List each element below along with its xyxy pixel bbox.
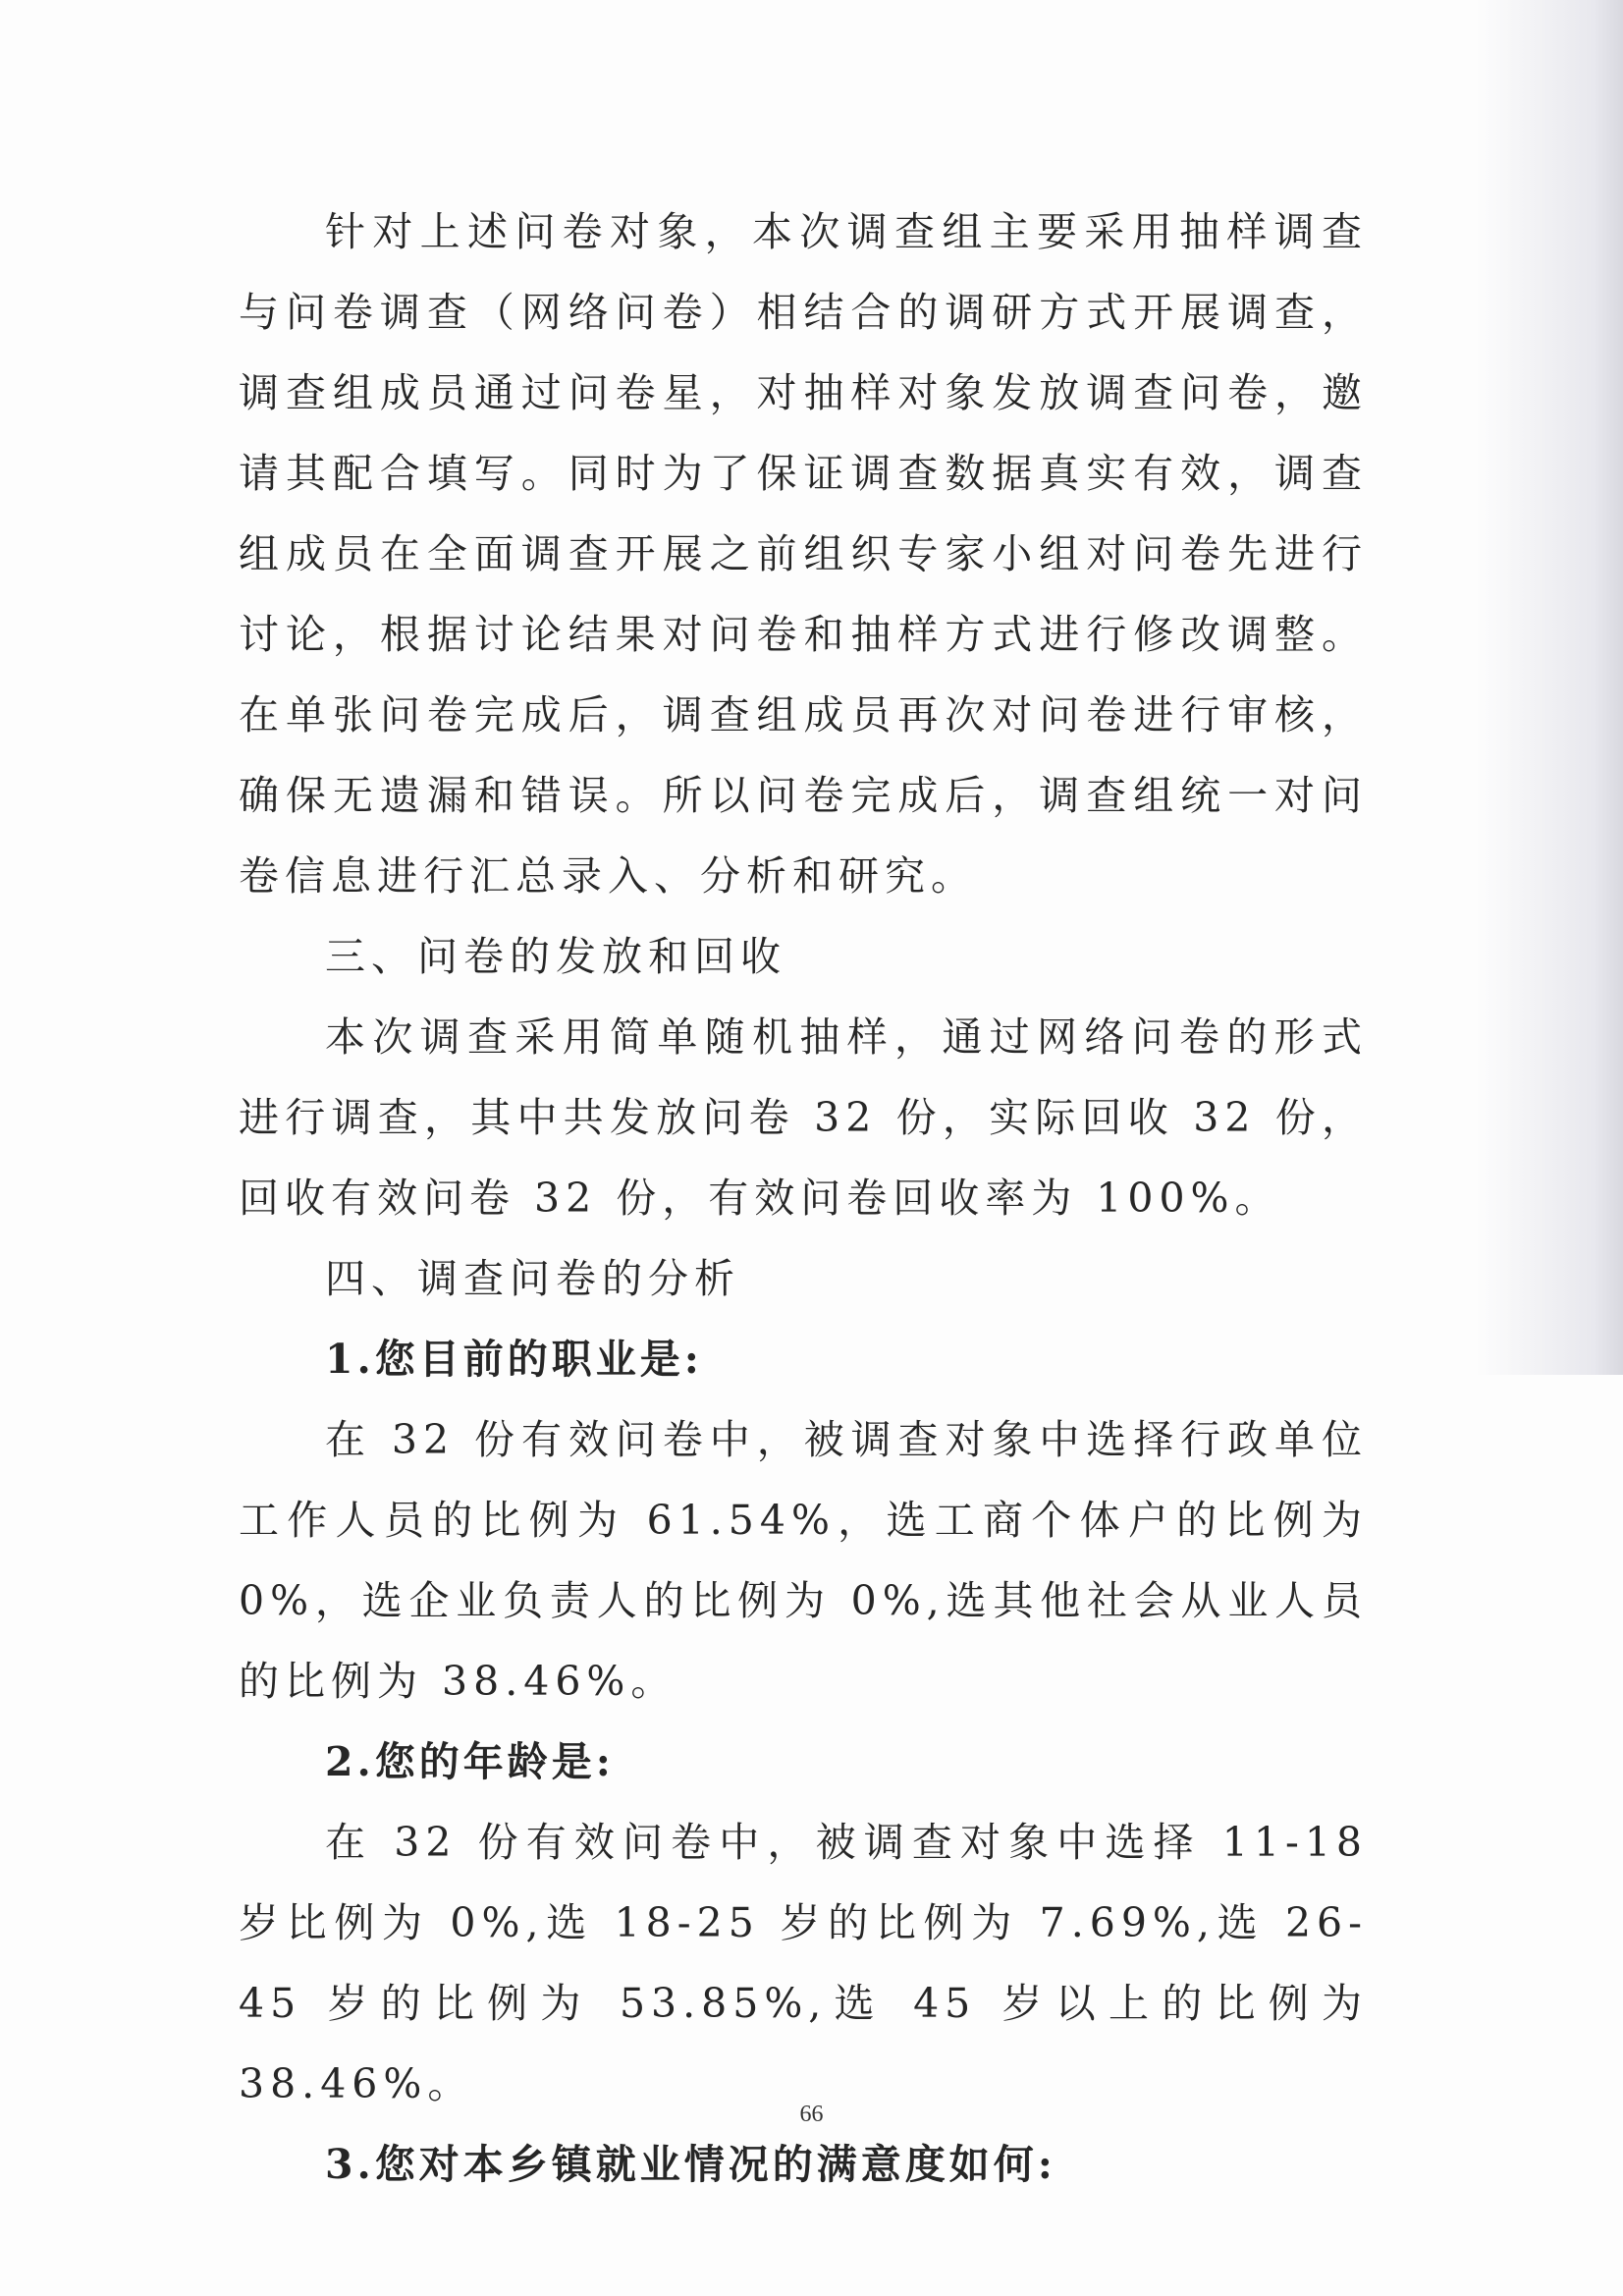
- paragraph-survey-method: 针对上述问卷对象，本次调查组主要采用抽样调查与问卷调查（网络问卷）相结合的调研方式开展调查，调查组成员通过问卷星，对抽样对象发放调查问卷，邀请其配合填写。同时为了保证调查数据真实有效，调查组成员在全面调查开展之前组织专家小组对问卷先进行讨论，根据讨论结果对问卷和抽样方式进行修改调整。在单张问卷完成后，调查组成员再次对问卷进行审核，确保无遗漏和错误。所以问卷完成后，调查组统一对问卷信息进行汇总录入、分析和研究。: [239, 208, 1368, 900]
- question-occupation: 1.您目前的职业是:: [325, 1336, 703, 1383]
- scan-shadow: [1476, 0, 1623, 1375]
- paragraph-occupation-results: 在 32 份有效问卷中，被调查对象中选择行政单位工作人员的比例为 61.54%，选工商个体户的比例为 0%，选企业负责人的比例为 0%,选其他社会从业人员的比例为 38.46%。: [239, 1416, 1368, 1705]
- section-heading-analysis: 四、调查问卷的分析: [325, 1255, 740, 1302]
- question-age: 2.您的年龄是:: [325, 1738, 615, 1785]
- paragraph-age-results: 在 32 份有效问卷中，被调查对象中选择 11-18 岁比例为 0%,选 18-25 岁的比例为 7.69%,选 26-45 岁的比例为 53.85%,选 45 岁以上的比例为 38.46%。: [239, 1819, 1368, 2107]
- page-number: 66: [799, 2102, 824, 2127]
- paragraph-distribution: 本次调查采用简单随机抽样，通过网络问卷的形式进行调查，其中共发放问卷 32 份，实际回收 32 份，回收有效问卷 32 份，有效问卷回收率为 100%。: [239, 1013, 1368, 1222]
- document-body: [239, 191, 1368, 2205]
- question-employment-satisfaction: 3.您对本乡镇就业情况的满意度如何:: [325, 2141, 1056, 2188]
- section-heading-distribution: 三、问卷的发放和回收: [325, 933, 786, 980]
